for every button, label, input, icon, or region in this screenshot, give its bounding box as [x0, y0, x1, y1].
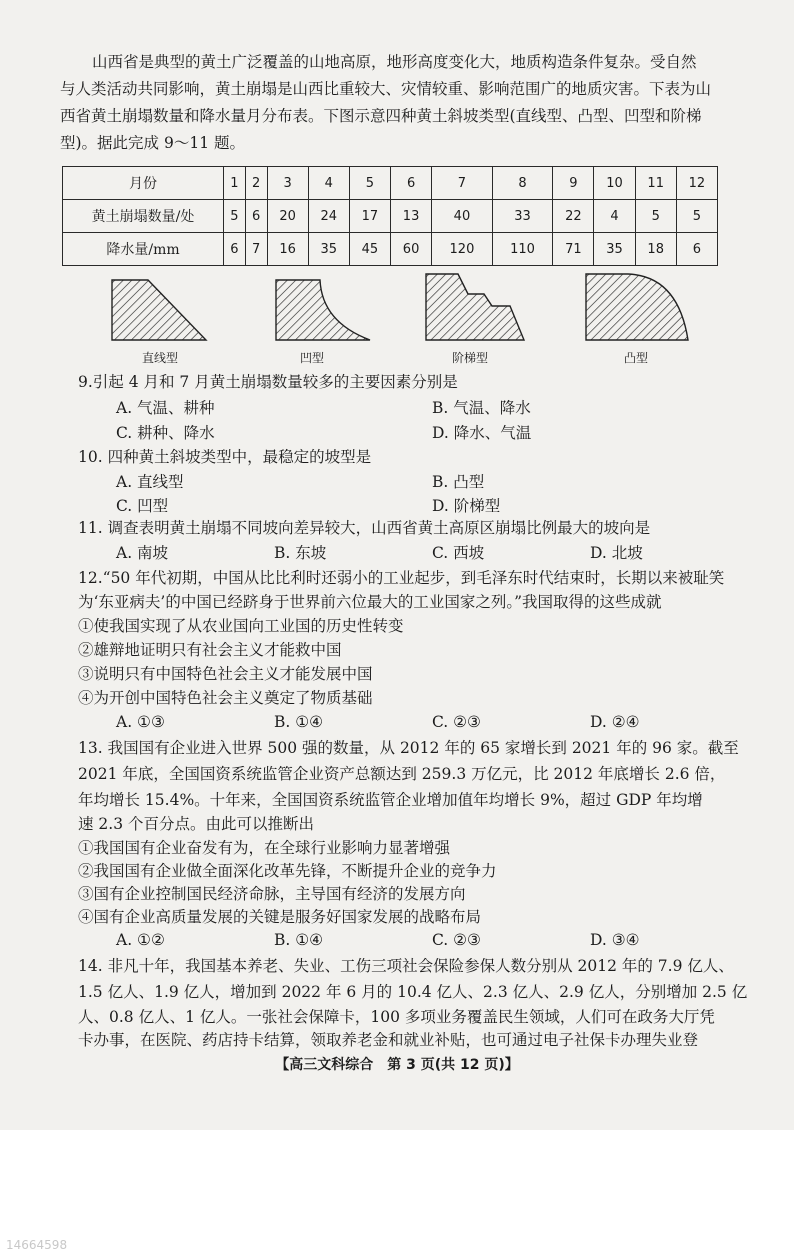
- table-cell: 120: [432, 233, 493, 266]
- table-cell: 5: [224, 200, 246, 233]
- question-9-option-a[interactable]: A. 气温、耕种: [116, 399, 215, 417]
- straight-slope-diagram: [110, 276, 210, 346]
- table-cell: 8: [492, 167, 553, 200]
- table-cell: 7: [245, 233, 267, 266]
- question-14-stem-line-2: 1.5 亿人、1.9 亿人，增加到 2022 年 6 月的 10.4 亿人、2.3 亿人、2.9 亿人，分别增加 2.5 亿: [78, 983, 748, 1001]
- question-13-option-d[interactable]: D. ③④: [590, 931, 640, 949]
- table-cell: 12: [676, 167, 717, 200]
- question-12-item-1: ①使我国实现了从农业国向工业国的历史性转变: [78, 617, 404, 635]
- question-12-stem-line-1: 12.“50 年代初期，中国从比比利时还弱小的工业起步，到毛泽东时代结束时，长期以来被耻笑: [78, 569, 725, 587]
- question-13-option-a[interactable]: A. ①②: [116, 931, 165, 949]
- question-14-stem-line-3: 人、0.8 亿人、1 亿人。一张社会保障卡，100 多项业务覆盖民生领域，人们可在政务大厅凭: [78, 1008, 715, 1026]
- intro-line-4: 型)。据此完成 9～11 题。: [60, 134, 245, 152]
- question-14-stem-line-4: 卡办事，在医院、药店持卡结算，领取养老金和就业补贴，也可通过电子社保卡办理失业登: [78, 1031, 699, 1049]
- question-13-stem-line-2: 2021 年底，全国国资系统监管企业资产总额达到 259.3 万亿元，比 2012 年底增长 2.6 倍，: [78, 765, 726, 783]
- table-cell: 18: [635, 233, 676, 266]
- collapse-rainfall-table: [62, 166, 718, 266]
- question-13-item-1: ①我国国有企业奋发有为，在全球行业影响力显著增强: [78, 839, 451, 857]
- table-cell: 33: [492, 200, 553, 233]
- table-cell: 5: [676, 200, 717, 233]
- question-13-item-4: ④国有企业高质量发展的关键是服务好国家发展的战略布局: [78, 908, 482, 926]
- table-cell: 71: [553, 233, 594, 266]
- concave-slope-label: 凹型: [299, 351, 324, 365]
- table-cell: 60: [391, 233, 432, 266]
- table-cell: 3: [267, 167, 308, 200]
- question-11-option-a[interactable]: A. 南坡: [116, 544, 169, 562]
- question-12-stem-line-2: 为‘东亚病夫’的中国已经跻身于世界前六位最大的工业国家之列。”我国取得的这些成就: [78, 593, 662, 611]
- question-12-item-2: ②雄辩地证明只有社会主义才能救中国: [78, 641, 342, 659]
- question-13-item-2: ②我国国有企业做全面深化改革先锋，不断提升企业的竞争力: [78, 862, 497, 880]
- table-cell: 7: [432, 167, 493, 200]
- question-11-option-b[interactable]: B. 东坡: [274, 544, 327, 562]
- stepped-slope-diagram: [424, 270, 534, 346]
- question-12-option-d[interactable]: D. ②④: [590, 713, 640, 731]
- table-cell: 16: [267, 233, 308, 266]
- question-13-option-c[interactable]: C. ②③: [432, 931, 481, 949]
- table-cell: 110: [492, 233, 553, 266]
- concave-slope-diagram: [274, 276, 374, 346]
- table-cell: 5: [635, 200, 676, 233]
- table-cell: 4: [308, 167, 349, 200]
- table-cell: 40: [432, 200, 493, 233]
- table-cell: 6: [391, 167, 432, 200]
- table-cell: 35: [308, 233, 349, 266]
- intro-line-3: 西省黄土崩塌数量和降水量月分布表。下图示意四种黄土斜坡类型(直线型、凸型、凹型和阶梯: [60, 107, 702, 125]
- table-cell: 20: [267, 200, 308, 233]
- table-cell: 10: [594, 167, 635, 200]
- table-cell: 13: [391, 200, 432, 233]
- question-10-option-d[interactable]: D. 阶梯型: [432, 497, 501, 515]
- question-12-item-4: ④为开创中国特色社会主义奠定了物质基础: [78, 689, 373, 707]
- table-cell: 1: [224, 167, 246, 200]
- question-10-option-b[interactable]: B. 凸型: [432, 473, 485, 491]
- question-13-item-3: ③国有企业控制国民经济命脉，主导国有经济的发展方向: [78, 885, 466, 903]
- question-12-option-c[interactable]: C. ②③: [432, 713, 481, 731]
- stepped-slope-label: 阶梯型: [451, 351, 488, 365]
- page-footer: 【高三文科综合 第 3 页(共 12 页)】: [275, 1057, 519, 1073]
- table-header-collapse: 黄土崩塌数量/处: [63, 200, 224, 233]
- table-row: [63, 233, 718, 266]
- question-12-option-a[interactable]: A. ①③: [116, 713, 165, 731]
- convex-slope-label: 凸型: [623, 351, 648, 365]
- intro-line-1: 山西省是典型的黄土广泛覆盖的山地高原，地形高度变化大，地质构造条件复杂。受自然: [92, 53, 697, 71]
- straight-slope-label: 直线型: [141, 351, 178, 365]
- table-row: [63, 200, 718, 233]
- intro-line-2: 与人类活动共同影响，黄土崩塌是山西比重较大、灾情较重、影响范围广的地质灾害。下表为山: [60, 80, 712, 98]
- question-13-stem-line-1: 13. 我国国有企业进入世界 500 强的数量，从 2012 年的 65 家增长到 2021 年的 96 家。截至: [78, 739, 739, 757]
- table-cell: 6: [224, 233, 246, 266]
- table-cell: 9: [553, 167, 594, 200]
- question-11-option-d[interactable]: D. 北坡: [590, 544, 643, 562]
- table-cell: 6: [245, 200, 267, 233]
- question-12-item-3: ③说明只有中国特色社会主义才能发展中国: [78, 665, 373, 683]
- table-header-month: 月份: [63, 167, 224, 200]
- table-cell: 11: [635, 167, 676, 200]
- table-cell: 6: [676, 233, 717, 266]
- question-13-option-b[interactable]: B. ①④: [274, 931, 324, 949]
- table-cell: 17: [349, 200, 390, 233]
- convex-slope-diagram: [584, 270, 694, 346]
- table-cell: 24: [308, 200, 349, 233]
- table-cell: 45: [349, 233, 390, 266]
- question-10-option-a[interactable]: A. 直线型: [116, 473, 184, 491]
- question-11-option-c[interactable]: C. 西坡: [432, 544, 485, 562]
- question-10-option-c[interactable]: C. 凹型: [116, 497, 169, 515]
- table-cell: 2: [245, 167, 267, 200]
- question-9-stem: 9.引起 4 月和 7 月黄土崩塌数量较多的主要因素分别是: [78, 373, 458, 391]
- table-row: [63, 167, 718, 200]
- question-9-option-c[interactable]: C. 耕种、降水: [116, 424, 215, 442]
- question-10-stem: 10. 四种黄土斜坡类型中，最稳定的坡型是: [78, 448, 372, 466]
- question-12-option-b[interactable]: B. ①④: [274, 713, 324, 731]
- question-11-stem: 11. 调查表明黄土崩塌不同坡向差异较大，山西省黄土高原区崩塌比例最大的坡向是: [78, 519, 651, 537]
- watermark: 14664598: [6, 1238, 68, 1252]
- table-header-rain: 降水量/mm: [63, 233, 224, 266]
- question-9-option-b[interactable]: B. 气温、降水: [432, 399, 531, 417]
- table-cell: 22: [553, 200, 594, 233]
- table-cell: 5: [349, 167, 390, 200]
- table-cell: 4: [594, 200, 635, 233]
- table-cell: 35: [594, 233, 635, 266]
- question-13-stem-line-3: 年均增长 15.4%。十年来，全国国资系统监管企业增加值年均增长 9%，超过 GDP 年均增: [78, 791, 703, 809]
- question-9-option-d[interactable]: D. 降水、气温: [432, 424, 532, 442]
- question-14-stem-line-1: 14. 非凡十年，我国基本养老、失业、工伤三项社会保险参保人数分别从 2012 年的 7.9 亿人、: [78, 957, 734, 975]
- question-13-stem-line-4: 速 2.3 个百分点。由此可以推断出: [78, 815, 315, 833]
